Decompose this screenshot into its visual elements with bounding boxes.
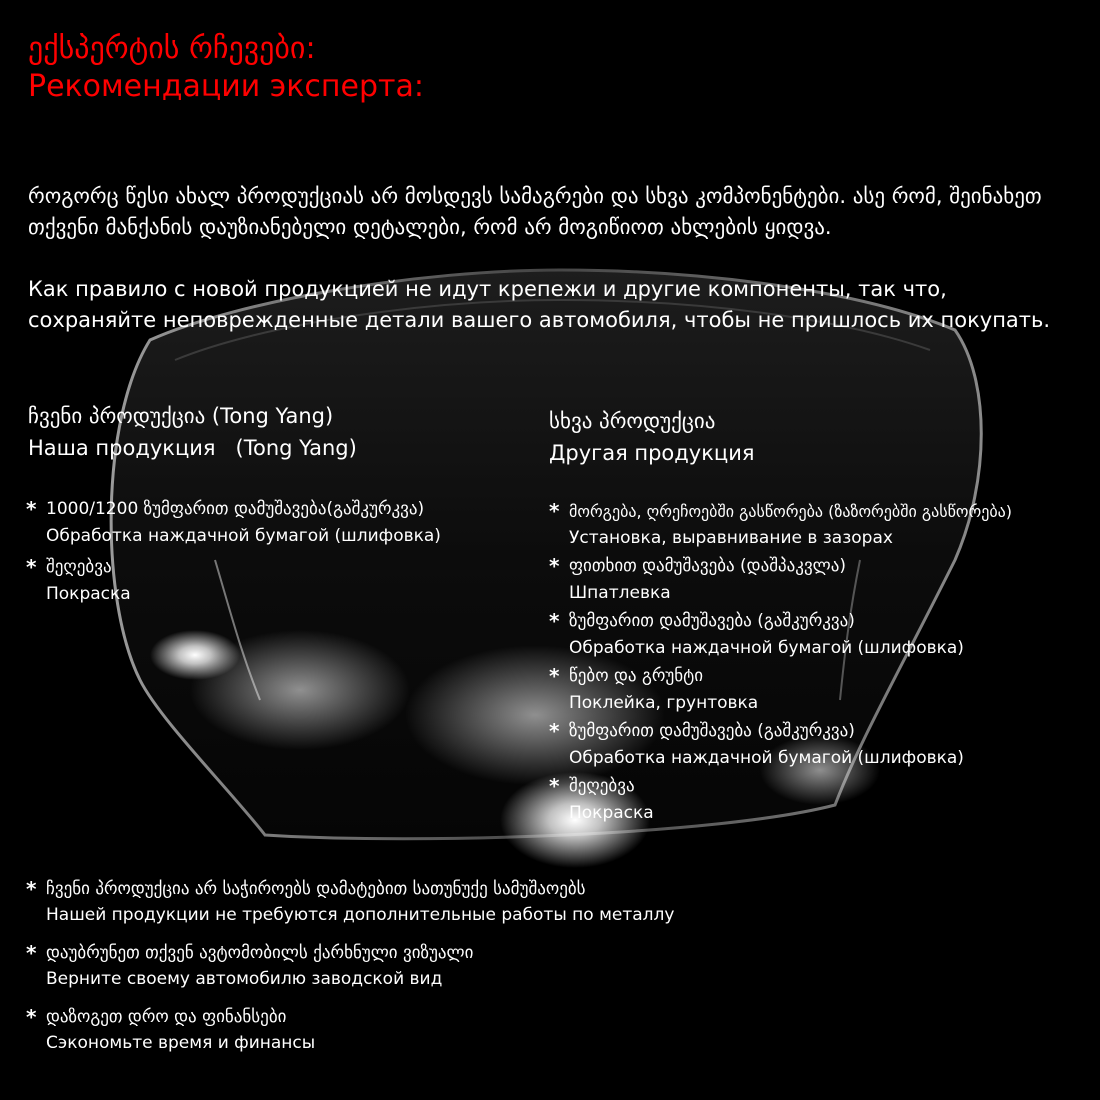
bullet-marker: * — [26, 941, 37, 965]
list-item — [549, 663, 1099, 718]
list-item — [26, 1004, 1026, 1056]
step-russian: Покраска — [569, 803, 654, 823]
our-product-heading — [28, 400, 357, 464]
other-product-heading — [549, 405, 755, 469]
step-russian: Покраска — [46, 584, 131, 604]
bullet-marker: * — [26, 497, 37, 521]
title-georgian: ექსპერტის რჩევები: — [28, 31, 316, 66]
step-russian: Обработка наждачной бумагой (шлифовка) — [569, 748, 964, 768]
list-item — [26, 940, 1026, 992]
benefit-georgian: ჩვენი პროდუქცია არ საჭიროებს დამატებით სათუნუქე სამუშაოებს — [46, 879, 586, 899]
other-product-heading-russian: Другая продукция — [549, 441, 755, 465]
step-georgian: ფითხით დამუშავება (დაშპაკვლა) — [569, 556, 847, 576]
step-russian: Установка, выравнивание в зазорах — [569, 528, 893, 548]
list-item — [26, 496, 526, 550]
title-russian: Рекомендации эксперта: — [28, 69, 424, 104]
bullet-marker: * — [549, 609, 560, 633]
step-georgian: წებო და გრუნტი — [569, 666, 704, 686]
benefit-russian: Верните своему автомобилю заводской вид — [46, 969, 443, 989]
step-georgian: მორგება, ღრეჩოებში გასწორება (ზაზორებში გასწორება) — [569, 502, 1012, 521]
step-georgian: 1000/1200 ზუმფარით დამუშავება(გაშკურკვა) — [46, 499, 425, 519]
bullet-marker: * — [549, 554, 560, 578]
list-item — [549, 773, 1099, 828]
other-product-steps — [549, 498, 1099, 828]
bullet-marker: * — [549, 499, 560, 523]
list-item — [549, 608, 1099, 663]
benefit-russian: Сэкономьте время и финансы — [46, 1033, 316, 1053]
step-georgian: ზუმფარით დამუშავება (გაშკურკვა) — [569, 721, 855, 741]
bullet-marker: * — [549, 664, 560, 688]
benefit-georgian: დაუბრუნეთ თქვენ ავტომობილს ქარხნული ვიზუალი — [46, 943, 474, 963]
our-product-heading-russian: Наша продукция (Tong Yang) — [28, 436, 357, 460]
step-georgian: ზუმფარით დამუშავება (გაშკურკვა) — [569, 611, 855, 631]
intro-georgian: როგორც წესი ახალ პროდუქციას არ მოსდევს სამაგრები და სხვა კომპონენტები. ასე რომ, შეინახეთ თქვენი მანქანის დაუზიანებელი დეტალები, რომ არ მოგიწიოთ ახლების ყიდვა. — [28, 184, 1042, 239]
bullet-marker: * — [549, 719, 560, 743]
other-product-heading-georgian: სხვა პროდუქცია — [549, 409, 716, 433]
list-item — [26, 876, 1026, 928]
benefits-list — [26, 876, 1026, 1068]
list-item — [549, 498, 1099, 553]
step-russian: Шпатлевка — [569, 583, 671, 603]
intro-russian: Как правило с новой продукцией не идут крепежи и другие компоненты, так что, сохраняйте неповрежденные детали вашего автомобиля, чтобы не пришлось их покупать. — [28, 277, 1051, 332]
step-russian: Поклейка, грунтовка — [569, 693, 759, 713]
bullet-marker: * — [549, 774, 560, 798]
page-title — [28, 30, 424, 106]
benefit-georgian: დაზოგეთ დრო და ფინანსები — [46, 1007, 287, 1027]
bullet-marker: * — [26, 1005, 37, 1029]
list-item — [549, 718, 1099, 773]
intro-text — [28, 150, 1068, 367]
bullet-marker: * — [26, 555, 37, 579]
step-georgian: შეღებვა — [569, 776, 635, 796]
list-item — [549, 553, 1099, 608]
our-product-heading-georgian: ჩვენი პროდუქცია (Tong Yang) — [28, 404, 334, 428]
our-product-steps — [26, 496, 526, 608]
benefit-russian: Нашей продукции не требуются дополнительные работы по металлу — [46, 905, 675, 925]
step-georgian: შეღებვა — [46, 557, 112, 577]
list-item — [26, 554, 526, 608]
step-russian: Обработка наждачной бумагой (шлифовка) — [569, 638, 964, 658]
step-russian: Обработка наждачной бумагой (шлифовка) — [46, 526, 441, 546]
bullet-marker: * — [26, 877, 37, 901]
